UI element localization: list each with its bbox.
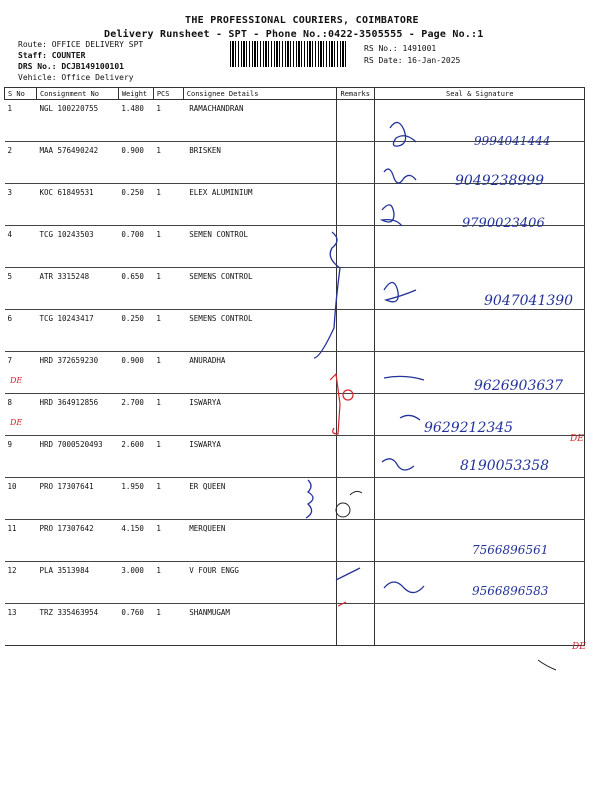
cell-consignee: ISWARYA: [183, 436, 337, 478]
col-signature: Seal & Signature: [375, 88, 585, 100]
cell-weight: 0.900: [118, 352, 153, 394]
cell-pcs: 1: [153, 352, 183, 394]
cell-consignment-no: KOC 61849531: [36, 184, 118, 226]
cell-sno: 7: [5, 352, 37, 394]
cell-pcs: 1: [153, 436, 183, 478]
cell-sno: 6: [5, 310, 37, 352]
cell-consignee: SHANMUGAM: [183, 604, 337, 646]
signature-scribble-6: [384, 282, 416, 301]
cell-weight: 0.900: [118, 142, 153, 184]
cell-pcs: 1: [153, 100, 183, 142]
cell-consignee: V FOUR ENGG: [183, 562, 337, 604]
signature-scribble-8: [384, 376, 424, 380]
de-mark-8: DE: [10, 376, 23, 385]
cell-pcs: 1: [153, 310, 183, 352]
bracket-mark-10-11: [306, 480, 313, 518]
signature-scribble-4: [382, 205, 402, 226]
cell-consignment-no: PRO 17307641: [36, 478, 118, 520]
signature-scribble-3: [384, 169, 416, 183]
col-weight: Weight: [118, 88, 153, 100]
cell-consignment-no: TCG 10243417: [36, 310, 118, 352]
col-pcs: PCS: [153, 88, 183, 100]
cell-sno: 3: [5, 184, 37, 226]
cell-sno: 11: [5, 520, 37, 562]
signature-scribble-10: [382, 459, 414, 470]
rs-number: RS No.: 1491001: [364, 44, 437, 53]
black-stroke-10: [350, 491, 362, 495]
cell-sno: 2: [5, 142, 37, 184]
cell-consignee: SEMEN CONTROL: [183, 226, 337, 268]
cell-weight: 0.700: [118, 226, 153, 268]
de-mark-9: DE: [570, 434, 584, 444]
cell-consignment-no: ATR 3315248: [36, 268, 118, 310]
cell-weight: 0.650: [118, 268, 153, 310]
col-consignment: Consignment No: [36, 88, 118, 100]
cell-weight: 2.600: [118, 436, 153, 478]
cell-consignee: SEMENS CONTROL: [183, 268, 337, 310]
col-consignee: Consignee Details: [183, 88, 337, 100]
cell-weight: 0.760: [118, 604, 153, 646]
drs-label: DRS No.: DCJB149100101: [18, 62, 124, 71]
cell-sno: 5: [5, 268, 37, 310]
cell-pcs: 1: [153, 268, 183, 310]
signature-scribble-13: [384, 582, 424, 593]
cell-consignment-no: TRZ 335463954: [36, 604, 118, 646]
cell-consignment-no: HRD 7000520493: [36, 436, 118, 478]
cell-consignee: RAMACHANDRAN: [183, 100, 337, 142]
cell-pcs: 1: [153, 604, 183, 646]
cell-pcs: 1: [153, 478, 183, 520]
handwritten-phone-9: 9629212345: [424, 420, 514, 436]
cell-pcs: 1: [153, 394, 183, 436]
cell-sno: 8: [5, 394, 37, 436]
handwritten-phone-8: 9626903637: [474, 378, 564, 394]
cell-sno: 10: [5, 478, 37, 520]
cell-consignment-no: TCG 10243503: [36, 226, 118, 268]
company-title: THE PROFESSIONAL COURIERS, COIMBATORE: [185, 15, 419, 26]
red-mark-8-9: [330, 374, 340, 434]
cell-consignment-no: MAA 576490242: [36, 142, 118, 184]
col-remarks: Remarks: [337, 88, 375, 100]
cell-consignee: ANURADHA: [183, 352, 337, 394]
cell-weight: 3.000: [118, 562, 153, 604]
cell-consignee: MERQUEEN: [183, 520, 337, 562]
cell-weight: 1.480: [118, 100, 153, 142]
handwritten-phone-10: 8190053358: [460, 458, 550, 474]
handwritten-phone-13: 9566896583: [472, 584, 549, 598]
bracket-line-4-7: [314, 232, 340, 358]
cell-consignee: BRISKEN: [183, 142, 337, 184]
cell-pcs: 1: [153, 142, 183, 184]
stroke-12: [336, 568, 360, 580]
col-sno: S No: [5, 88, 37, 100]
vehicle-label: Vehicle: Office Delivery: [18, 73, 134, 82]
cell-consignment-no: NGL 100220755: [36, 100, 118, 142]
cell-consignee: ELEX ALUMINIUM: [183, 184, 337, 226]
rs-date: RS Date: 16-Jan-2025: [364, 56, 461, 65]
cell-weight: 2.700: [118, 394, 153, 436]
cell-weight: 4.150: [118, 520, 153, 562]
cell-sno: 4: [5, 226, 37, 268]
black-circle-11: [336, 503, 350, 517]
signature-scribble-9: [400, 415, 420, 420]
cell-consignment-no: PRO 17307642: [36, 520, 118, 562]
de-mark-bottom: DE: [572, 642, 586, 652]
handwritten-phone-4: 9790023406: [462, 216, 545, 231]
runsheet-title: Delivery Runsheet - SPT - Phone No.:0422-3505555 - Page No.:1: [104, 29, 484, 40]
cell-consignee: SEMENS CONTROL: [183, 310, 337, 352]
cell-pcs: 1: [153, 184, 183, 226]
cell-sno: 13: [5, 604, 37, 646]
red-circle-8: [343, 390, 353, 400]
cell-consignment-no: HRD 364912856: [36, 394, 118, 436]
handwritten-phone-3: 9049238999: [455, 173, 545, 189]
cell-pcs: 1: [153, 520, 183, 562]
cell-sno: 9: [5, 436, 37, 478]
cell-sno: 12: [5, 562, 37, 604]
handwritten-phone-6: 9047041390: [484, 293, 574, 309]
cell-weight: 1.950: [118, 478, 153, 520]
cell-weight: 0.250: [118, 184, 153, 226]
cell-consignee: ISWARYA: [183, 394, 337, 436]
cell-consignee: ER QUEEN: [183, 478, 337, 520]
route-label: Route: OFFICE DELIVERY SPT: [18, 40, 144, 49]
cell-consignment-no: HRD 372659230: [36, 352, 118, 394]
handwritten-phone-12: 7566896561: [472, 543, 549, 557]
red-tick-13: [338, 602, 346, 606]
de-mark-9-left: DE: [10, 418, 23, 427]
cell-consignment-no: PLA 3513984: [36, 562, 118, 604]
cell-weight: 0.250: [118, 310, 153, 352]
pencil-stroke-bottom: [538, 660, 556, 670]
handwritten-phone-2: 9994041444: [474, 134, 551, 148]
cell-sno: 1: [5, 100, 37, 142]
signature-scribble-2: [390, 122, 416, 146]
staff-label: Staff: COUNTER: [18, 51, 86, 60]
cell-pcs: 1: [153, 562, 183, 604]
cell-pcs: 1: [153, 226, 183, 268]
